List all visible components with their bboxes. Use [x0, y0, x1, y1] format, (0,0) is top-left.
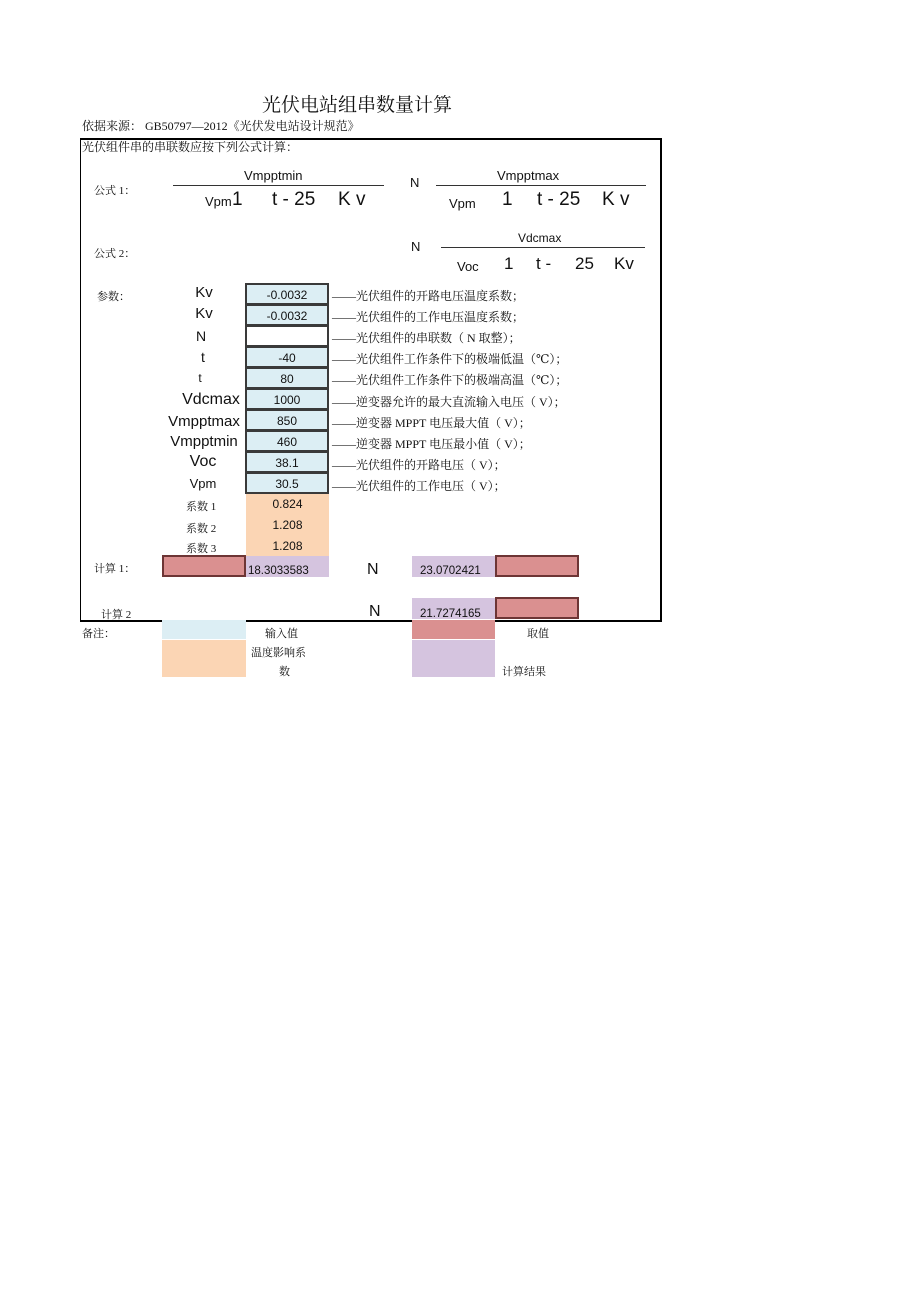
source-reference: 依据来源： GB50797—2012《光伏发电站设计规范》 [82, 119, 360, 133]
param-description: ——光伏组件的开路电压温度系数； [332, 289, 525, 303]
param-value-input[interactable]: -0.0032 [245, 283, 329, 305]
param-description: ——光伏组件的串联数（ N 取整）； [332, 331, 521, 345]
param-name: Kv [195, 284, 213, 301]
coefficient-value: 1.208 [246, 515, 329, 536]
legend-coefficient-swatch [162, 640, 246, 677]
legend-take-swatch [412, 620, 495, 639]
formula1-right-den-temp: t - 25 [537, 189, 581, 210]
legend-take-text: 取值 [527, 628, 549, 640]
param-description: ——逆变器 MPPT 电压最小值（ V）； [332, 437, 531, 451]
formula1-right-fraction-line [436, 185, 646, 186]
param-name: N [195, 328, 207, 344]
param-description: ——光伏组件工作条件下的极端低温（℃）； [332, 352, 568, 366]
formula2-label: 公式 2： [94, 248, 136, 260]
coefficient-name: 系数 3 [186, 543, 217, 555]
param-name: Vmpptmin [170, 433, 238, 450]
param-name: Vpm [189, 476, 217, 491]
formula1-left-den-one: 1 [232, 189, 243, 210]
calc1-lower-result: 18.3033583 [246, 556, 329, 577]
formula1-right-numerator: Vmpptmax [497, 168, 560, 183]
param-name: Vmpptmax [168, 413, 240, 430]
param-value-input[interactable]: 1000 [245, 388, 329, 410]
formula1-right-den-kv: K v [602, 189, 630, 210]
param-value-input[interactable]: 38.1 [245, 451, 329, 473]
page-title: 光伏电站组串数量计算 [262, 95, 453, 116]
formula2-den-one: 1 [504, 254, 514, 273]
formula1-left-den-kv: K v [338, 189, 366, 210]
coefficient-value: 1.208 [246, 536, 329, 556]
formula2-den-temp: t - [536, 254, 552, 273]
param-description: ——光伏组件的工作电压温度系数； [332, 310, 525, 324]
formula2-den-25: 25 [575, 254, 594, 273]
calc1-n-symbol: N [367, 561, 379, 578]
intro-text: 光伏组件串的串联数应按下列公式计算： [82, 140, 299, 154]
formula1-right-den-vpm: Vpm [449, 196, 476, 211]
formula1-left-den-vpm: Vpm [205, 194, 232, 209]
param-name: t [201, 349, 205, 365]
param-name: Vdcmax [182, 391, 240, 408]
formula1-n-symbol: N [410, 175, 420, 190]
calc1-take-value-cell[interactable] [495, 555, 579, 577]
params-label: 参数： [97, 291, 130, 303]
param-value-input[interactable]: 80 [245, 367, 329, 389]
formula1-left-numerator: Vmpptmin [244, 168, 303, 183]
param-name: t [198, 371, 202, 385]
formula1-left-den-temp: t - 25 [272, 189, 316, 210]
param-description: ——逆变器允许的最大直流输入电压（ V）； [332, 395, 566, 409]
legend-input-text: 输入值 [265, 628, 298, 640]
param-value-input[interactable]: 850 [245, 409, 329, 431]
formula2-den-kv: Kv [614, 254, 634, 273]
coefficient-name: 系数 1 [186, 501, 217, 513]
formula1-right-den-one: 1 [502, 189, 513, 210]
calc2-take-value-cell[interactable] [495, 597, 579, 619]
calc2-n-symbol: N [369, 603, 381, 620]
param-value-input[interactable]: 30.5 [245, 472, 329, 494]
calc1-take-value-cell[interactable] [162, 555, 246, 577]
param-description: ——光伏组件的工作电压（ V）； [332, 479, 506, 493]
param-description: ——光伏组件工作条件下的极端高温（℃）； [332, 373, 568, 387]
param-value-input[interactable]: -0.0032 [245, 304, 329, 326]
calc1-label: 计算 1： [94, 563, 136, 575]
legend-input-swatch [162, 620, 246, 639]
legend-coefficient-text: 温度影响系 [251, 647, 306, 659]
calc2-result: 21.7274165 [412, 598, 495, 619]
param-name: Kv [195, 305, 213, 322]
formula2-n-symbol: N [411, 239, 421, 254]
formula1-label: 公式 1： [94, 185, 136, 197]
legend-result-text: 计算结果 [502, 666, 546, 678]
param-value-input[interactable]: -40 [245, 346, 329, 368]
param-description: ——光伏组件的开路电压（ V）； [332, 458, 506, 472]
legend-coefficient-text: 数 [279, 666, 290, 678]
param-value-input[interactable]: 460 [245, 430, 329, 452]
param-value-input[interactable] [245, 325, 329, 347]
calc2-label: 计算 2 [101, 609, 132, 621]
calc1-upper-result: 23.0702421 [412, 556, 495, 577]
formula2-fraction-line [441, 247, 645, 248]
formula1-left-fraction-line [173, 185, 384, 186]
param-name: Voc [189, 453, 217, 470]
legend-result-swatch [412, 640, 495, 677]
coefficient-name: 系数 2 [186, 523, 217, 535]
legend-label: 备注： [82, 628, 115, 640]
formula2-numerator: Vdcmax [518, 231, 562, 245]
formula2-den-voc: Voc [457, 259, 479, 274]
coefficient-value: 0.824 [246, 494, 329, 515]
param-description: ——逆变器 MPPT 电压最大值（ V）； [332, 416, 531, 430]
